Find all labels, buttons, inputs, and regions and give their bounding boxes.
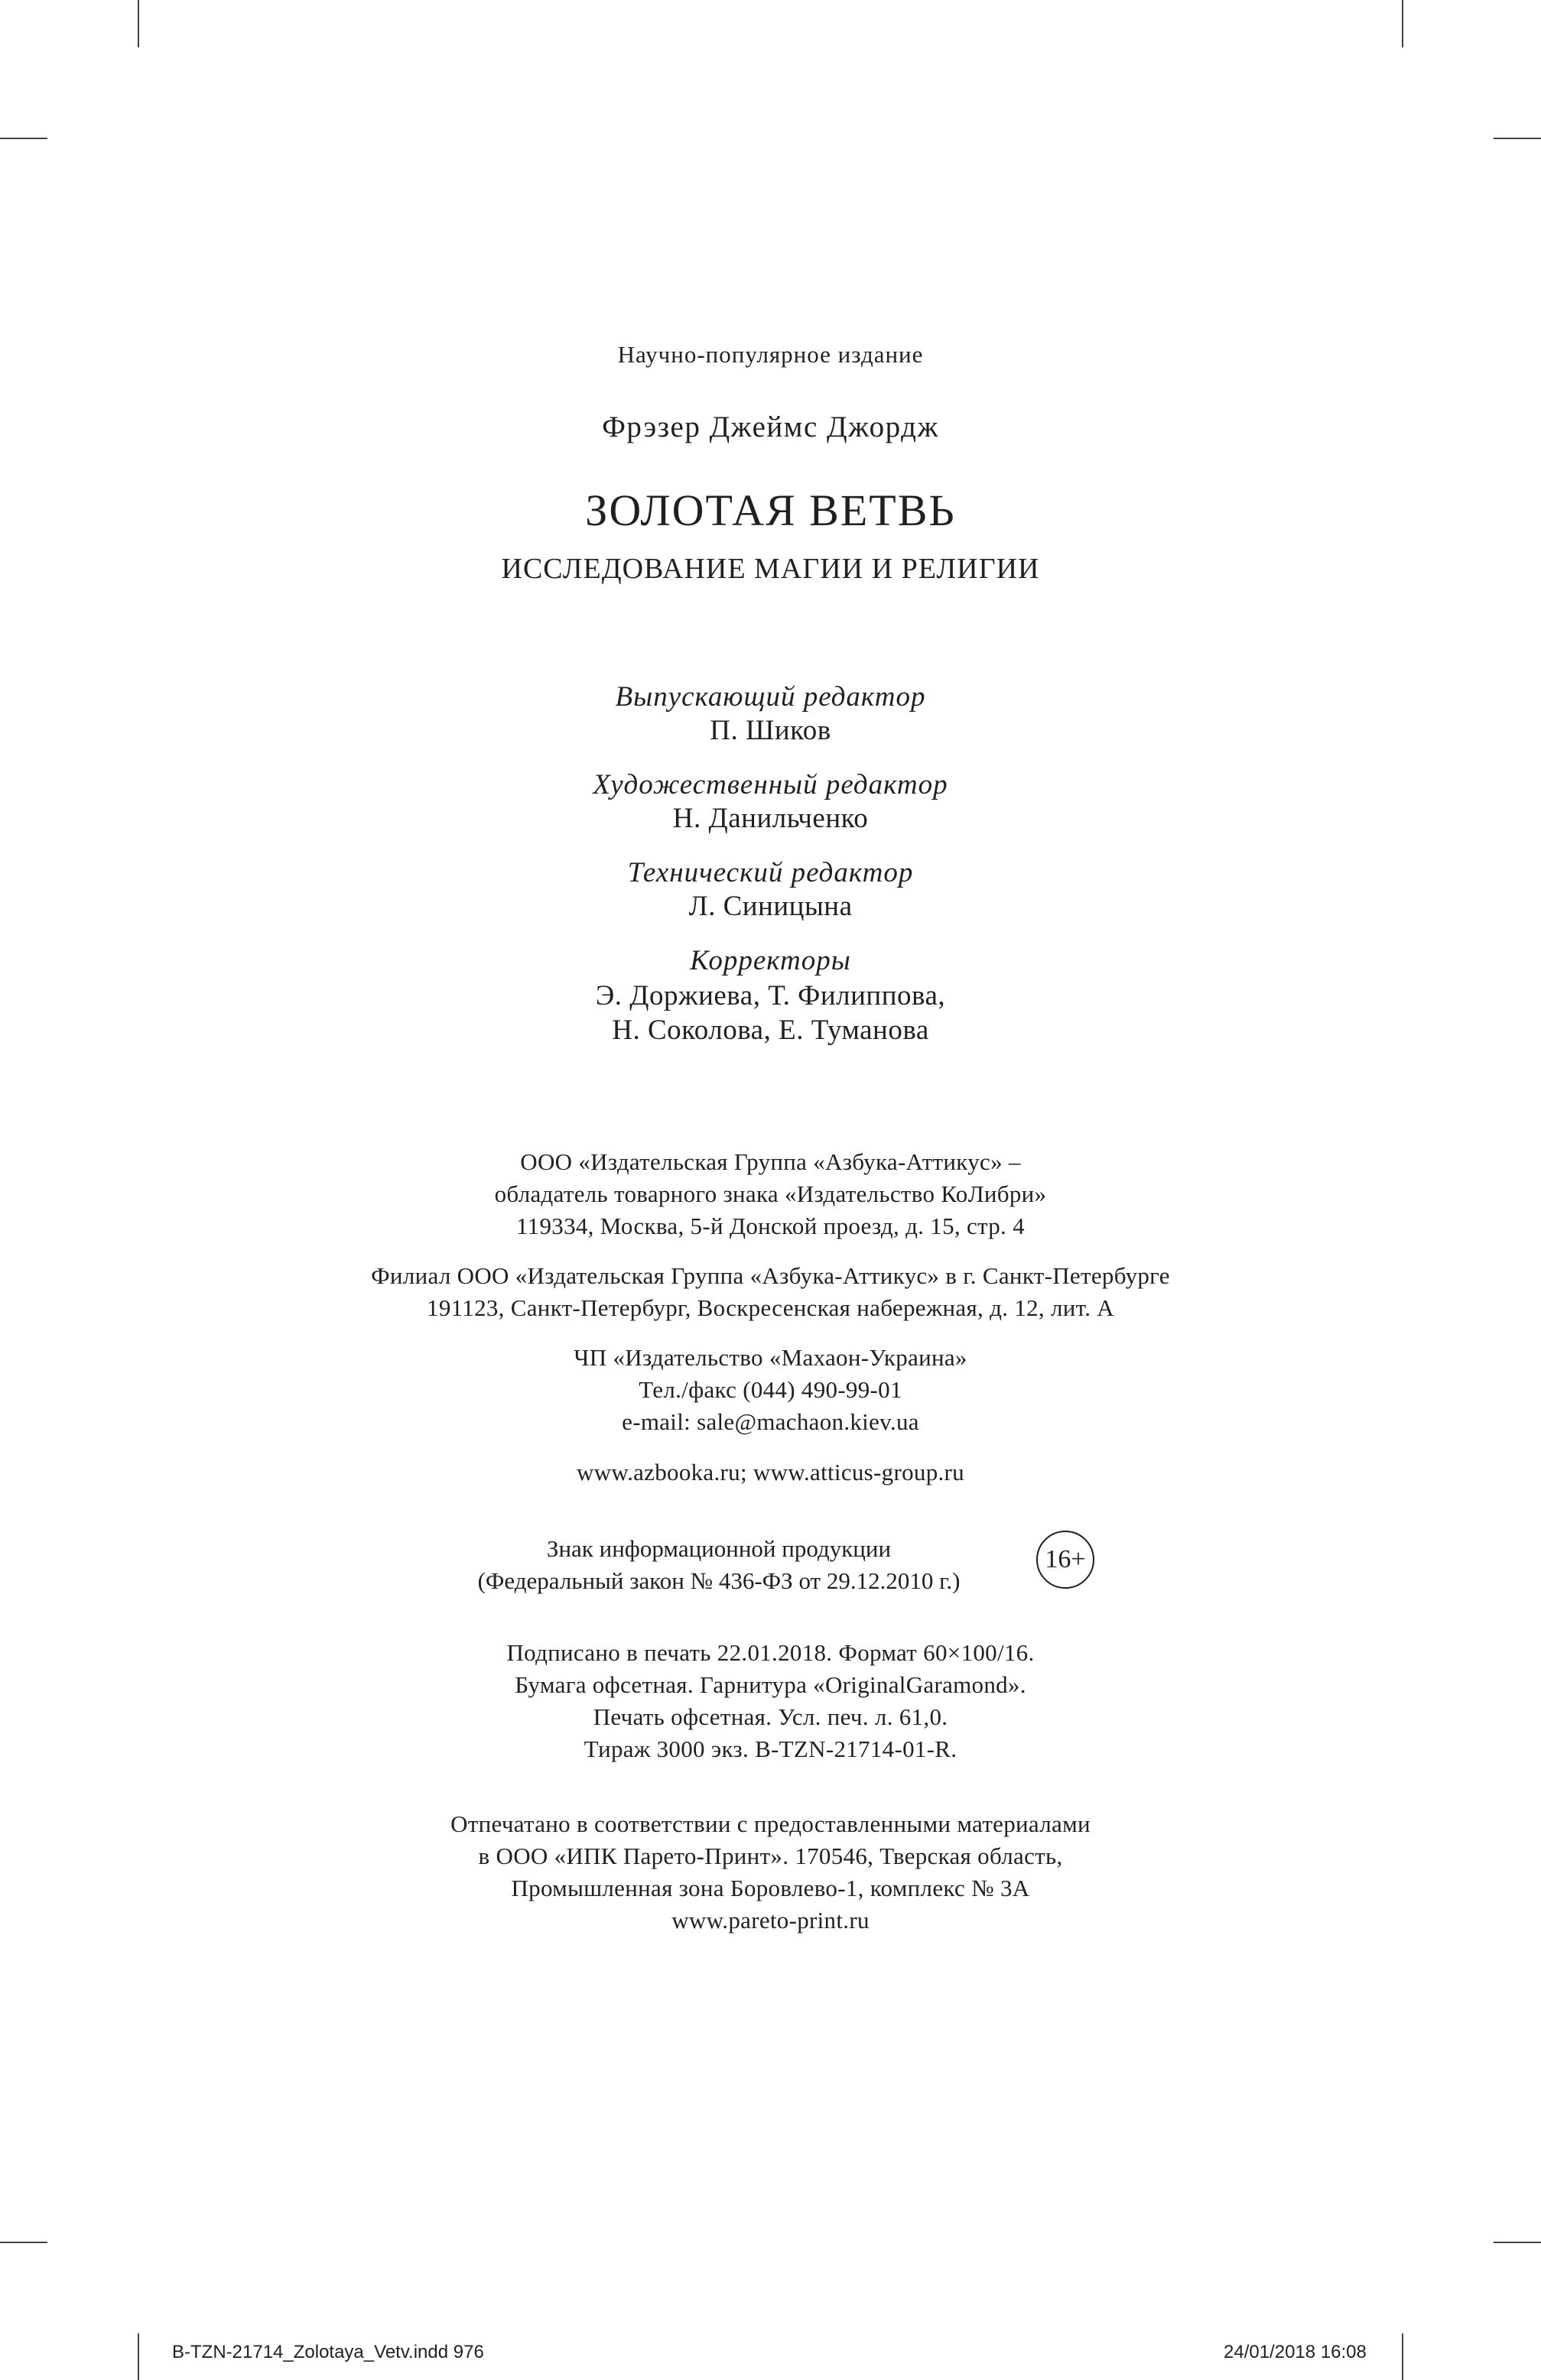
- publisher-line: обладатель товарного знака «Издательство КоЛибри»: [494, 1180, 1047, 1207]
- printer-line: Отпечатано в соответствии с предоставленными материалами: [450, 1810, 1091, 1837]
- credit-role: Художественный редактор: [593, 769, 948, 800]
- age-rating-badge: 16+: [1036, 1531, 1094, 1589]
- publisher-websites[interactable]: www.azbooka.ru; www.atticus-group.ru: [577, 1459, 964, 1485]
- book-title: ЗОЛОТАЯ ВЕТВЬ: [585, 485, 956, 535]
- publisher-line: ООО «Издательская Группа «Азбука-Аттикус» –: [520, 1148, 1021, 1175]
- branch-line: Филиал ООО «Издательская Группа «Азбука-Аттикус» в г. Санкт-Петербурге: [371, 1262, 1170, 1289]
- credit-name: Л. Синицына: [688, 891, 853, 922]
- printer-website[interactable]: www.pareto-print.ru: [671, 1907, 870, 1934]
- age-mark-line: (Федеральный закон № 436-ФЗ от 29.12.2010 г.): [477, 1567, 961, 1594]
- slug-filename: B-TZN-21714_Zolotaya_Vetv.indd 976: [172, 2342, 484, 2362]
- age-mark: [451, 1531, 1109, 1592]
- credit-name: П. Шиков: [710, 715, 831, 746]
- publisher-line: 119334, Москва, 5-й Донской проезд, д. 15, стр. 4: [516, 1213, 1025, 1239]
- credit-role: Выпускающий редактор: [615, 681, 926, 713]
- age-mark-line: Знак информационной продукции: [546, 1535, 892, 1562]
- book-subtitle: ИССЛЕДОВАНИЕ МАГИИ И РЕЛИГИИ: [501, 553, 1040, 585]
- credit-name: Н. Соколова, Е. Туманова: [612, 1015, 929, 1046]
- edition-type: Научно-популярное издание: [617, 341, 924, 368]
- ukraine-email[interactable]: e-mail: sale@machaon.kiev.ua: [622, 1408, 919, 1435]
- slug-date: 24/01/2018 16:08: [1224, 2342, 1367, 2362]
- printer-line: в ООО «ИПК Парето-Принт». 170546, Тверская область,: [478, 1843, 1063, 1869]
- credit-role: Технический редактор: [627, 857, 914, 888]
- credit-name: Н. Данильченко: [672, 803, 869, 834]
- credit-name: Э. Доржиева, Т. Филиппова,: [595, 980, 946, 1011]
- author-name: Фрэзер Джеймс Джордж: [602, 411, 939, 443]
- credit-role: Корректоры: [690, 945, 851, 976]
- print-info-line: Тираж 3000 экз. B-TZN-21714-01-R.: [584, 1735, 957, 1762]
- ukraine-line: ЧП «Издательство «Махаон-Украина»: [574, 1344, 967, 1371]
- print-info-line: Печать офсетная. Усл. печ. л. 61,0.: [593, 1703, 948, 1730]
- branch-line: 191123, Санкт-Петербург, Воскресенская набережная, д. 12, лит. А: [427, 1294, 1114, 1321]
- print-info-line: Подписано в печать 22.01.2018. Формат 60×100/16.: [506, 1639, 1035, 1666]
- printer-line: Промышленная зона Боровлево-1, комплекс № 3А: [511, 1875, 1030, 1901]
- print-info-line: Бумага офсетная. Гарнитура «OriginalGaramond».: [515, 1671, 1026, 1698]
- ukraine-line: Тел./факс (044) 490-99-01: [639, 1376, 902, 1403]
